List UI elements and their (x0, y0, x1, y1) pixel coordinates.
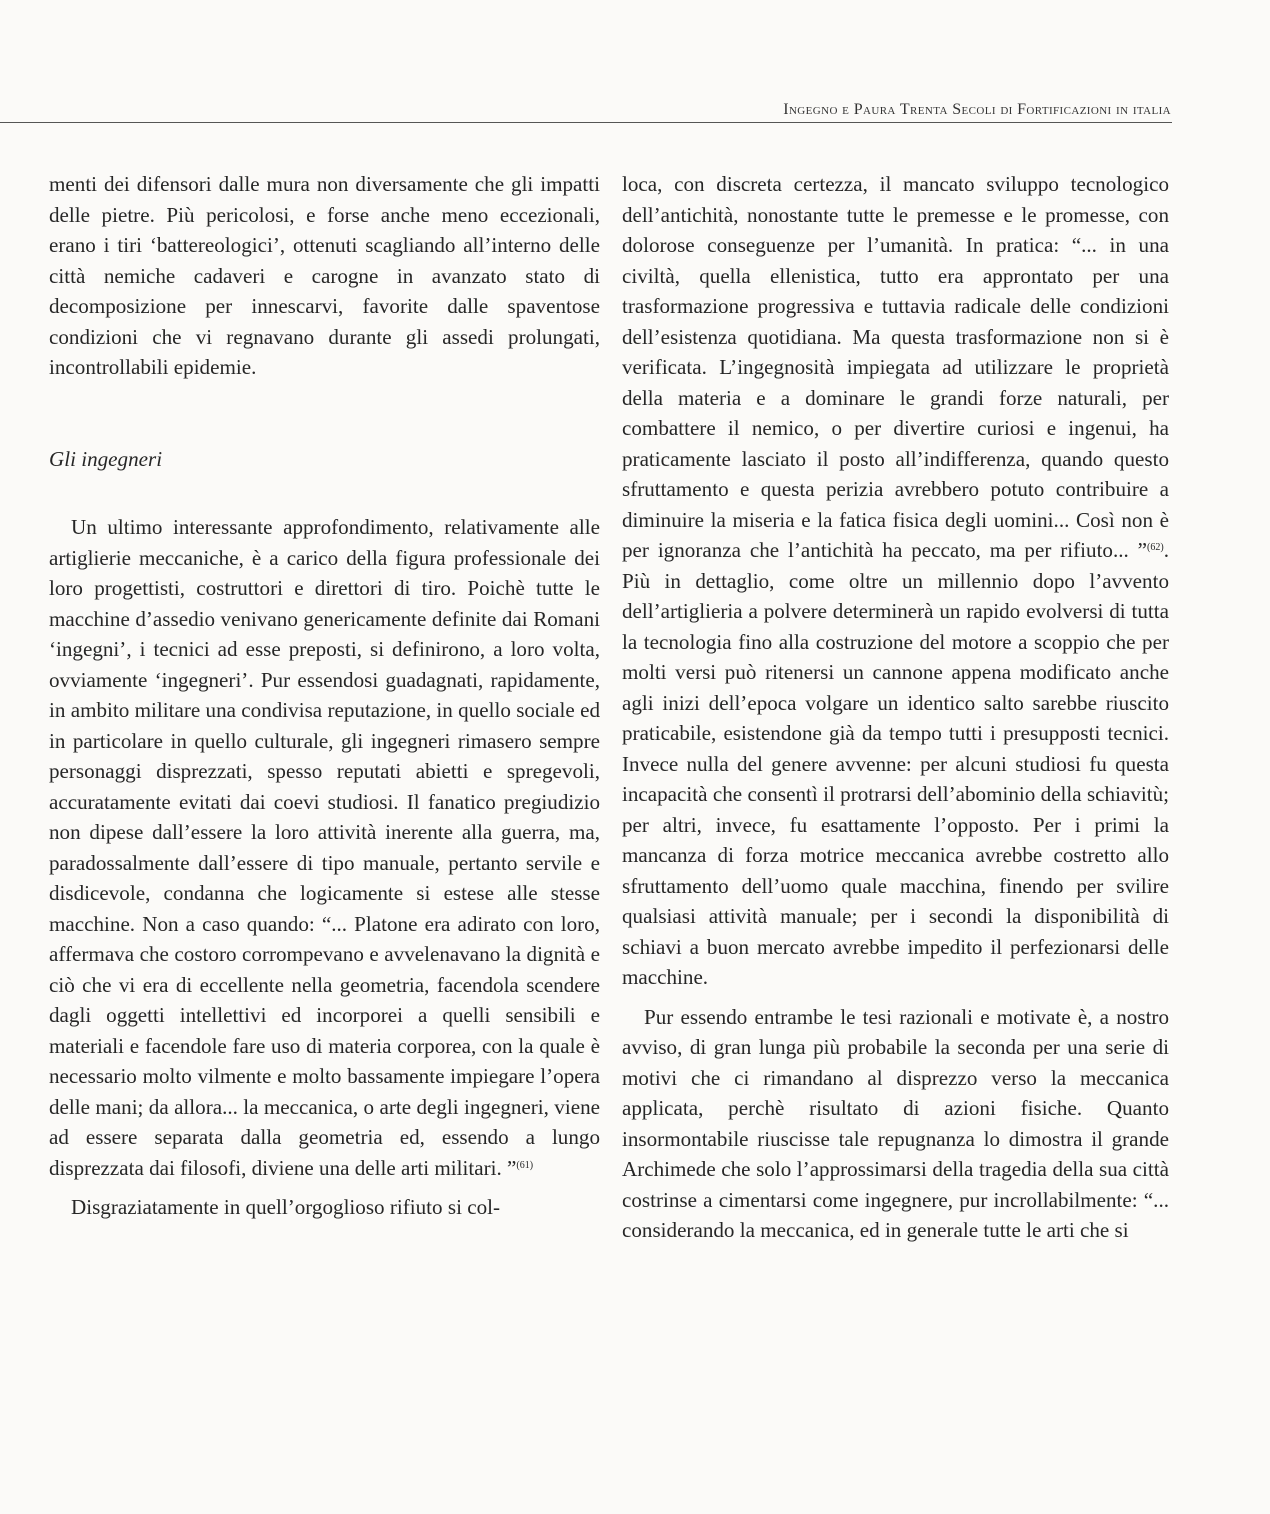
running-head: Ingegno e Paura Trenta Secoli di Fortificazioni in italia (783, 101, 1171, 118)
paragraph: Pur essendo entrambe le tesi razionali e motivate è, a nostro avviso, di gran lunga più probabile la seconda per una serie di motivi che ci rimandano al disprezzo verso la meccanica applicata, perchè risultato di azioni fisiche. Quanto insormontabile riuscisse tale repugnanza lo dimostra il grande Archimede che solo l’approssimarsi della tragedia della sua città costrinse a cimentarsi come ingegnere, pur incrollabilmente: “... considerando la meccanica, ed in generale tutte le arti che si (622, 1004, 1169, 1242)
paragraph: Disgraziatamente in quell’orgoglioso rifiuto si col- (71, 1195, 501, 1219)
paragraph (49, 512, 600, 1183)
footnote-ref: (62) (1147, 542, 1164, 553)
left-column (49, 169, 600, 1223)
paragraph (622, 169, 1169, 993)
section-heading: Gli ingegneri (49, 446, 163, 471)
paragraph-text: . Più in dettaglio, come oltre un millennio dopo l’avvento dell’artiglieria a polvere determinerà un rapido evolversi di tutta la tecnologia fino alla costruzione del motore a scoppio che per molti versi può ritenersi un cannone appena modificato anche agli inizi dell’epoca volgare un identico salto sarebbe riuscito praticabile, esistendone già da tempo tutti i presupposti tecnici. Invece nulla del genere avvenne: per alcuni studiosi fu questa incapacità che consentì il protrarsi dell’abominio della schiavitù; per altri, invece, fu esattamente l’opposto. Per i primi la mancanza di forza motrice meccanica avrebbe costretto allo sfruttamento dell’uomo quale macchina, finendo per svilire qualsiasi attività manuale; per i secondi la disponibilità di schiavi a buon mercato avrebbe impedito il perfezionarsi delle macchine. (622, 538, 1169, 989)
footnote-ref: (61) (516, 1159, 534, 1171)
right-column (622, 169, 1169, 1246)
paragraph-text: Un ultimo interessante approfondimento, relativamente alle artiglierie meccaniche, è a carico della figura professionale dei loro progettisti, costruttori e direttori di tiro. Poichè tutte le macchine d’assedio venivano genericamente definite dai Romani ‘ingegni’, i tecnici ad esse preposti, si definirono, a loro volta, ovviamente ‘ingegneri’. Pur essendosi guadagnati, rapidamente, in ambito militare una condivisa reputazione, in quello sociale ed in particolare in quello culturale, gli ingegneri rimasero sempre personaggi disprezzati, spesso reputati abietti e spregevoli, accuratamente evitati dai coevi studiosi. Il fanatico pregiudizio non dipese dall’essere la loro attività inerente alla guerra, ma, paradossalmente dall’essere di tipo manuale, pertanto servile e disdicevole, condanna che logicamente si estese alle stesse macchine. Non a caso quando: “... Platone era adirato con loro, affermava che costoro corrompevano e avvelenavano la dignità e ciò che vi era di eccellente nella geometria, facendola scendere dagli oggetti intellettivi ed incorporei a quelli sensibili e materiali e facendole fare uso di materia corporea, con la quale è necessario molto vilmente e molto bassamente impiegare l’opera delle mani; da allora... la meccanica, o arte degli ingegneri, viene ad essere separata dalla geometria ed, essendo a lungo disprezzata dai filosofi, diviene una delle arti militari. ” (49, 515, 600, 1180)
paragraph: menti dei difensori dalle mura non diversamente che gli impatti delle pietre. Più pericolosi, e forse anche meno eccezionali, erano i tiri ‘battereologici’, ottenuti scagliando all’interno delle città nemiche cadaveri e carogne in avanzato stato di decomposizione per innescarvi, favorite dalle spaventose condizioni che vi regnavano durante gli assedi prolungati, incontrollabili epidemie. (49, 172, 600, 379)
header-rule (0, 122, 1172, 123)
paragraph-text: loca, con discreta certezza, il mancato sviluppo tecnologico dell’antichità, nonostante tutte le premesse e le promesse, con dolorose conseguenze per l’umanità. In pratica: “... in una civiltà, quella ellenistica, tutto era approntato per una trasformazione progressiva e tuttavia radicale delle condizioni dell’esistenza quotidiana. Ma questa trasformazione non si è verificata. L’ingegnosità impiegata ad utilizzare le proprietà della materia e a dominare le grandi forze naturali, per combattere il nemico, o per divertire curiosi e ingenui, ha praticamente lasciato il posto all’indifferenza, quando questo sfruttamento e questa perizia avrebbero potuto contribuire a diminuire la miseria e la fatica fisica degli uomini... Così non è per ignoranza che l’antichità ha peccato, ma per rifiuto... ” (622, 172, 1169, 562)
